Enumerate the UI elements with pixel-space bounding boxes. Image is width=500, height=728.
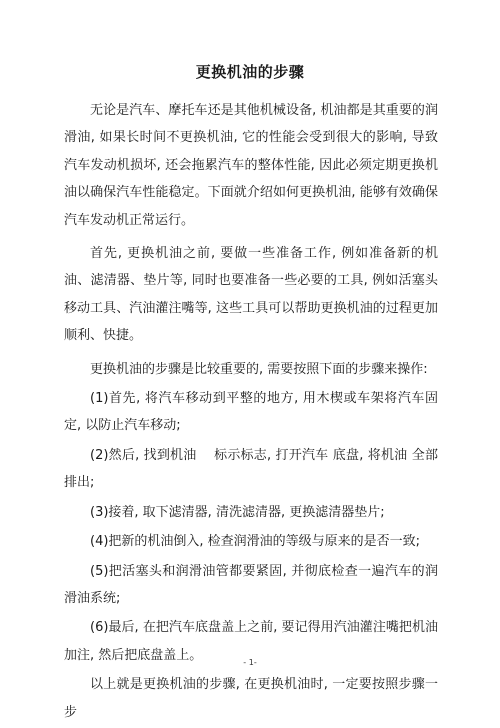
- document-body: [64, 97, 438, 728]
- paragraph-steps-intro: 更换机油的步骤是比较重要的, 需要按照下面的步骤来操作:: [90, 361, 428, 377]
- step-2: (2)然后, 找到机油 标示标志, 打开汽车 底盘, 将机油 全部排出;: [64, 447, 438, 491]
- step-3: (3)接着, 取下滤清器, 清洗滤清器, 更换滤清器垫片;: [90, 504, 385, 520]
- step-6: (6)最后, 在把汽车底盘盖上之前, 要记得用汽油灌注嘴把机油加注, 然后把底盘盖上。: [64, 620, 438, 663]
- page-number: - 1-: [243, 658, 257, 667]
- step-4: (4)把新的机油倒入, 检查润滑油的等级与原来的是否一致;: [90, 534, 421, 550]
- paragraph-preparation: 首先, 更换机油之前, 要做一些准备工作, 例如准备新的机油、滤清器、垫片等, 同时也要准备一些必要的工具, 例如活塞头移动工具、汽油灌注嘴等, 这些工具可以帮助更换机油的过程更加顺利、快捷。: [64, 246, 438, 344]
- paragraph-intro: 无论是汽车、摩托车还是其他机械设备, 机油都是其重要的润滑油, 如果长时间不更换机油, 它的性能会受到很大的影响, 导致汽车发动机损坏, 还会拖累汽车的整体性能, 因此必须定期更换机油以确保汽车性能稳定。下面就介绍如何更换机油, 能够有效确保汽车发动机正常运行。: [64, 103, 438, 228]
- step-1: (1)首先, 将汽车移动到平整的地方, 用木楔或车架将汽车固定, 以防止汽车移动;: [64, 391, 438, 434]
- paragraph-conclusion: 以上就是更换机油的步骤, 在更换机油时, 一定要按照步骤一步: [64, 677, 438, 720]
- page-title: 更换机油的步骤: [195, 63, 305, 81]
- step-5: (5)把活塞头和润滑油管都要紧固, 并彻底检查一遍汽车的润滑油系统;: [64, 563, 438, 606]
